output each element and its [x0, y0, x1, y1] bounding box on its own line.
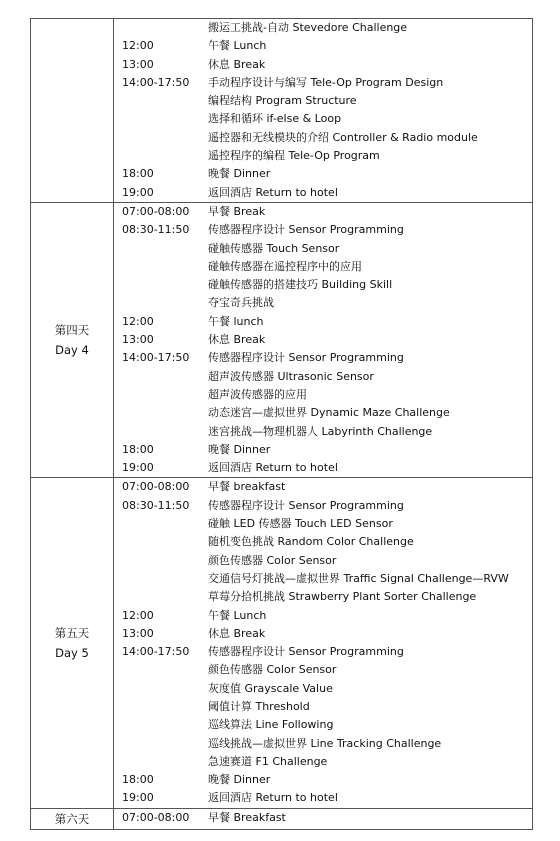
day-block — [31, 19, 533, 203]
time-slot: 12:00 — [122, 39, 154, 53]
schedule-row — [114, 203, 532, 221]
activity: 颜色传感器 Color Sensor — [208, 663, 337, 677]
schedule-row — [114, 459, 532, 477]
time-slot: 18:00 — [122, 773, 154, 787]
activity: 晚餐 Dinner — [208, 773, 271, 787]
activity: 遥控器和无线模块的介绍 Controller & Radio module — [208, 130, 478, 144]
activity: 早餐 Breakfast — [208, 810, 286, 824]
activity: 传感器程序设计 Sensor Programming — [208, 498, 404, 512]
schedule-row — [114, 258, 532, 276]
activity: 草莓分拾机挑战 Strawberry Plant Sorter Challenge — [208, 590, 477, 604]
activity: 休息 Break — [208, 626, 266, 640]
time-slot: 19:00 — [122, 185, 154, 199]
schedule-row — [114, 643, 532, 661]
activity: 返回酒店 Return to hotel — [208, 461, 338, 475]
activity: 午餐 Lunch — [208, 39, 267, 53]
day-schedule-cell — [114, 19, 533, 203]
schedule-row — [114, 386, 532, 404]
schedule-row — [114, 368, 532, 386]
schedule-row — [114, 570, 532, 588]
activity: 碰触传感器在遥控程序中的应用 — [208, 259, 362, 273]
time-slot: 12:00 — [122, 608, 154, 622]
time-slot: 19:00 — [122, 461, 154, 475]
schedule-row — [114, 441, 532, 459]
schedule-row — [114, 184, 532, 202]
activity: 超声波传感器 Ultrasonic Sensor — [208, 369, 374, 383]
activity: 编程结构 Program Structure — [208, 94, 357, 108]
day-schedule-cell — [114, 478, 533, 808]
schedule-row — [114, 771, 532, 789]
day-name: 第五天 — [54, 626, 90, 641]
activity: 传感器程序设计 Sensor Programming — [208, 351, 404, 365]
time-slot: 14:00-17:50 — [122, 75, 190, 89]
activity: 返回酒店 Return to hotel — [208, 185, 338, 199]
activity: 颜色传感器 Color Sensor — [208, 553, 337, 567]
time-slot: 13:00 — [122, 626, 154, 640]
schedule-row — [114, 661, 532, 679]
day-schedule-cell — [114, 202, 533, 477]
day-label-cell — [31, 478, 114, 808]
schedule-row — [114, 349, 532, 367]
schedule-row — [114, 625, 532, 643]
schedule-row — [114, 497, 532, 515]
schedule-row — [114, 129, 532, 147]
activity: 动态迷宫—虚拟世界 Dynamic Maze Challenge — [208, 406, 450, 420]
day-english: Day 4 — [55, 343, 89, 358]
time-slot: 07:00-08:00 — [122, 204, 190, 218]
day-name: 第四天 — [54, 323, 90, 338]
activity: 午餐 Lunch — [208, 608, 267, 622]
activity: 碰触 LED 传感器 Touch LED Sensor — [208, 517, 393, 531]
activity: 搬运工挑战-自动 Stevedore Challenge — [208, 21, 408, 34]
schedule-row — [114, 92, 532, 110]
schedule-row — [114, 478, 532, 496]
activity: 迷宫挑战—物理机器人 Labyrinth Challenge — [208, 424, 433, 438]
schedule-row — [114, 680, 532, 698]
activity: 碰触传感器的搭建技巧 Building Skill — [208, 278, 393, 292]
schedule-row — [114, 588, 532, 606]
activity: 夺宝奇兵挑战 — [208, 296, 274, 310]
schedule-table — [30, 18, 533, 830]
schedule-body — [31, 19, 533, 830]
activity: 午餐 lunch — [208, 314, 264, 328]
time-slot: 07:00-08:00 — [122, 480, 190, 494]
activity: 交通信号灯挑战—虚拟世界 Traffic Signal Challenge—RVW — [208, 571, 509, 585]
time-slot: 14:00-17:50 — [122, 351, 190, 365]
schedule-row — [114, 74, 532, 92]
schedule-row — [114, 809, 532, 827]
schedule-row — [114, 56, 532, 74]
schedule-row — [114, 423, 532, 441]
day-name: 第六天 — [54, 811, 90, 826]
schedule-row — [114, 753, 532, 771]
time-slot: 18:00 — [122, 442, 154, 456]
activity: 手动程序设计与编写 Tele-Op Program Design — [208, 75, 444, 89]
schedule-row — [114, 240, 532, 258]
activity: 巡线算法 Line Following — [208, 718, 334, 732]
schedule-row — [114, 789, 532, 807]
activity: 早餐 Break — [208, 204, 266, 218]
activity: 超声波传感器的应用 — [208, 387, 307, 401]
day-block — [31, 478, 533, 808]
schedule-row — [114, 533, 532, 551]
activity: 遥控程序的编程 Tele-Op Program — [208, 149, 380, 163]
day-label-cell — [31, 19, 114, 203]
activity: 碰触传感器 Touch Sensor — [208, 241, 340, 255]
day-schedule-cell — [114, 808, 533, 829]
day-block — [31, 808, 533, 829]
time-slot: 12:00 — [122, 314, 154, 328]
schedule-row — [114, 221, 532, 239]
day-block — [31, 202, 533, 477]
activity: 灰度值 Grayscale Value — [208, 681, 333, 695]
schedule-row — [114, 331, 532, 349]
schedule-row — [114, 276, 532, 294]
time-slot: 18:00 — [122, 167, 154, 181]
day-english: Day 5 — [55, 646, 89, 661]
day-label-cell — [31, 202, 114, 477]
activity: 传感器程序设计 Sensor Programming — [208, 645, 404, 659]
schedule-row — [114, 735, 532, 753]
schedule-row — [114, 37, 532, 55]
activity: 晚餐 Dinner — [208, 442, 271, 456]
time-slot: 13:00 — [122, 57, 154, 71]
activity: 返回酒店 Return to hotel — [208, 791, 338, 805]
activity: 休息 Break — [208, 57, 266, 71]
activity: 巡线挑战—虚拟世界 Line Tracking Challenge — [208, 736, 442, 750]
activity: 随机变色挑战 Random Color Challenge — [208, 535, 414, 549]
activity: 早餐 breakfast — [208, 480, 286, 494]
schedule-row — [114, 404, 532, 422]
activity: 选择和循环 if-else & Loop — [208, 112, 342, 126]
time-slot: 19:00 — [122, 791, 154, 805]
activity: 急速赛道 F1 Challenge — [208, 754, 328, 768]
time-slot: 13:00 — [122, 333, 154, 347]
time-slot: 08:30-11:50 — [122, 223, 190, 237]
activity: 晚餐 Dinner — [208, 167, 271, 181]
day-label-cell — [31, 808, 114, 829]
schedule-row — [114, 313, 532, 331]
activity: 传感器程序设计 Sensor Programming — [208, 223, 404, 237]
schedule-row — [114, 552, 532, 570]
time-slot: 08:30-11:50 — [122, 498, 190, 512]
activity: 休息 Break — [208, 333, 266, 347]
schedule-row — [114, 147, 532, 165]
schedule-row — [114, 716, 532, 734]
time-slot: 07:00-08:00 — [122, 810, 190, 824]
schedule-row — [114, 515, 532, 533]
schedule-row — [114, 294, 532, 312]
schedule-row — [114, 165, 532, 183]
time-slot: 14:00-17:50 — [122, 645, 190, 659]
schedule-row — [114, 110, 532, 128]
schedule-row — [114, 698, 532, 716]
schedule-row — [114, 19, 532, 37]
activity: 阈值计算 Threshold — [208, 699, 310, 713]
schedule-row — [114, 607, 532, 625]
